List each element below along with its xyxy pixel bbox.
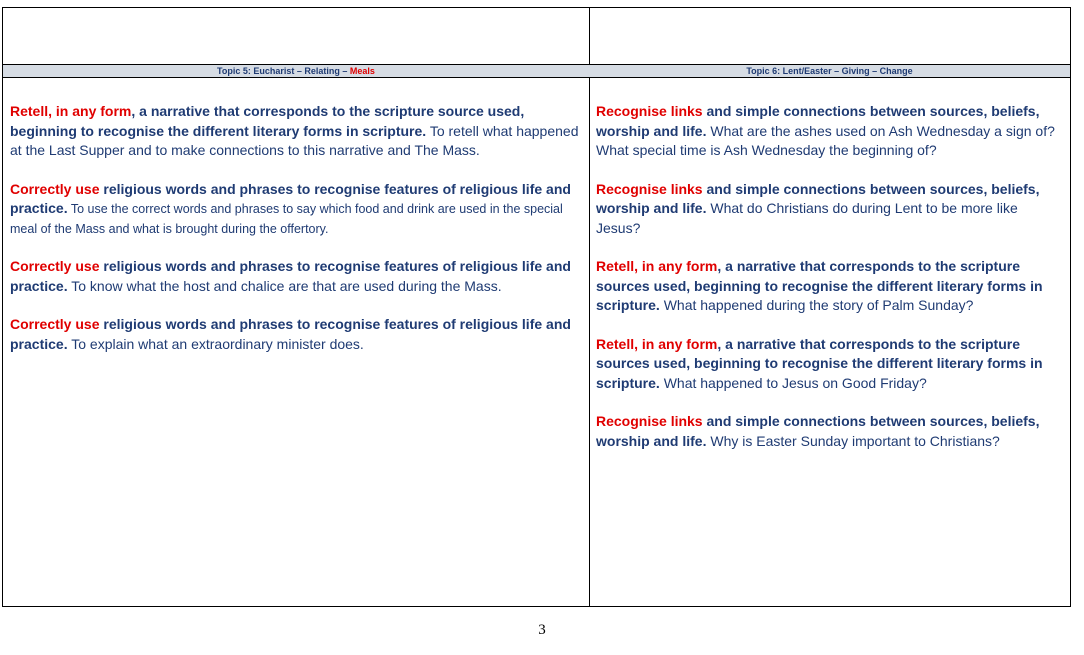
objective-paragraph bbox=[596, 257, 1064, 316]
objective-description: What do Christians do during Lent to be more like Jesus? bbox=[596, 200, 1018, 236]
objective-description: To know what the host and chalice are that are used during the Mass. bbox=[67, 277, 502, 294]
objective-key-phrase: Correctly use bbox=[10, 258, 100, 274]
objective-statement: religious words and phrases to recognise features of religious life and practice. bbox=[10, 180, 571, 216]
topic-5-heading-text: Topic 5: Eucharist – Relating – bbox=[217, 66, 350, 76]
objective-paragraph bbox=[596, 180, 1064, 239]
objective-description: To retell what happened at the Last Supper and to make connections to this narrative and The Mass. bbox=[10, 122, 579, 158]
objective-statement: religious words and phrases to recognise features of religious life and practice. bbox=[10, 316, 571, 352]
objective-key-phrase: Retell, in any form bbox=[10, 103, 132, 119]
objective-statement: , a narrative that corresponds to the scripture source used, beginning to recognise the different literary forms in scripture. bbox=[10, 103, 525, 139]
objective-paragraph bbox=[596, 102, 1064, 161]
objective-key-phrase: Recognise links bbox=[596, 180, 703, 197]
blank-header-cell bbox=[589, 8, 1070, 65]
topic-6-body bbox=[589, 78, 1070, 606]
objective-paragraph bbox=[596, 412, 1064, 451]
objective-paragraph bbox=[596, 335, 1064, 394]
objective-description: To use the correct words and phrases to say which food and drink are used in the special meal of the Mass and what is brought during the offertory. bbox=[10, 202, 563, 236]
objective-description: Why is Easter Sunday important to Christians? bbox=[706, 432, 1000, 449]
objective-key-phrase: Recognise links bbox=[596, 103, 703, 119]
blank-header-cell bbox=[3, 8, 589, 65]
objective-statement: , a narrative that corresponds to the scripture sources used, beginning to recognise the different literary forms in scripture. bbox=[596, 335, 1043, 391]
topics-table bbox=[2, 7, 1071, 607]
topic-6-column bbox=[589, 8, 1070, 606]
objective-description: To explain what an extraordinary minister does. bbox=[67, 335, 364, 352]
page-number: 3 bbox=[538, 622, 546, 638]
objective-statement: and simple connections between sources, beliefs, worship and life. bbox=[596, 180, 1040, 216]
topic-5-column bbox=[3, 8, 590, 606]
objective-key-phrase: Correctly use bbox=[10, 180, 100, 197]
objective-description: What happened during the story of Palm Sunday? bbox=[659, 297, 974, 313]
objective-key-phrase: Retell, in any form bbox=[596, 258, 718, 274]
objective-statement: and simple connections between sources, beliefs, worship and life. bbox=[596, 413, 1040, 449]
topic-5-body bbox=[3, 78, 589, 606]
objective-statement: , a narrative that corresponds to the scripture sources used, beginning to recognise the different literary forms in scripture. bbox=[596, 258, 1043, 313]
topic-5-heading bbox=[3, 65, 589, 78]
topic-6-heading bbox=[589, 65, 1070, 78]
objective-statement: and simple connections between sources, beliefs, worship and life. bbox=[596, 103, 1040, 139]
objective-description: What happened to Jesus on Good Friday? bbox=[659, 374, 927, 391]
objective-key-phrase: Recognise links bbox=[596, 413, 703, 429]
objective-key-phrase: Correctly use bbox=[10, 316, 100, 332]
objective-description: What are the ashes used on Ash Wednesday a sign of? What special time is Ash Wednesday the beginning of? bbox=[596, 122, 1055, 158]
objective-paragraph bbox=[10, 257, 583, 296]
objective-key-phrase: Retell, in any form bbox=[596, 335, 718, 352]
topic-5-heading-highlight: Meals bbox=[349, 66, 375, 76]
topic-6-heading-text: Topic 6: Lent/Easter – Giving – Change bbox=[746, 66, 913, 76]
objective-paragraph bbox=[10, 180, 583, 239]
objective-paragraph bbox=[10, 102, 583, 161]
objective-paragraph bbox=[10, 315, 583, 354]
objective-statement: religious words and phrases to recognise features of religious life and practice. bbox=[10, 258, 571, 294]
